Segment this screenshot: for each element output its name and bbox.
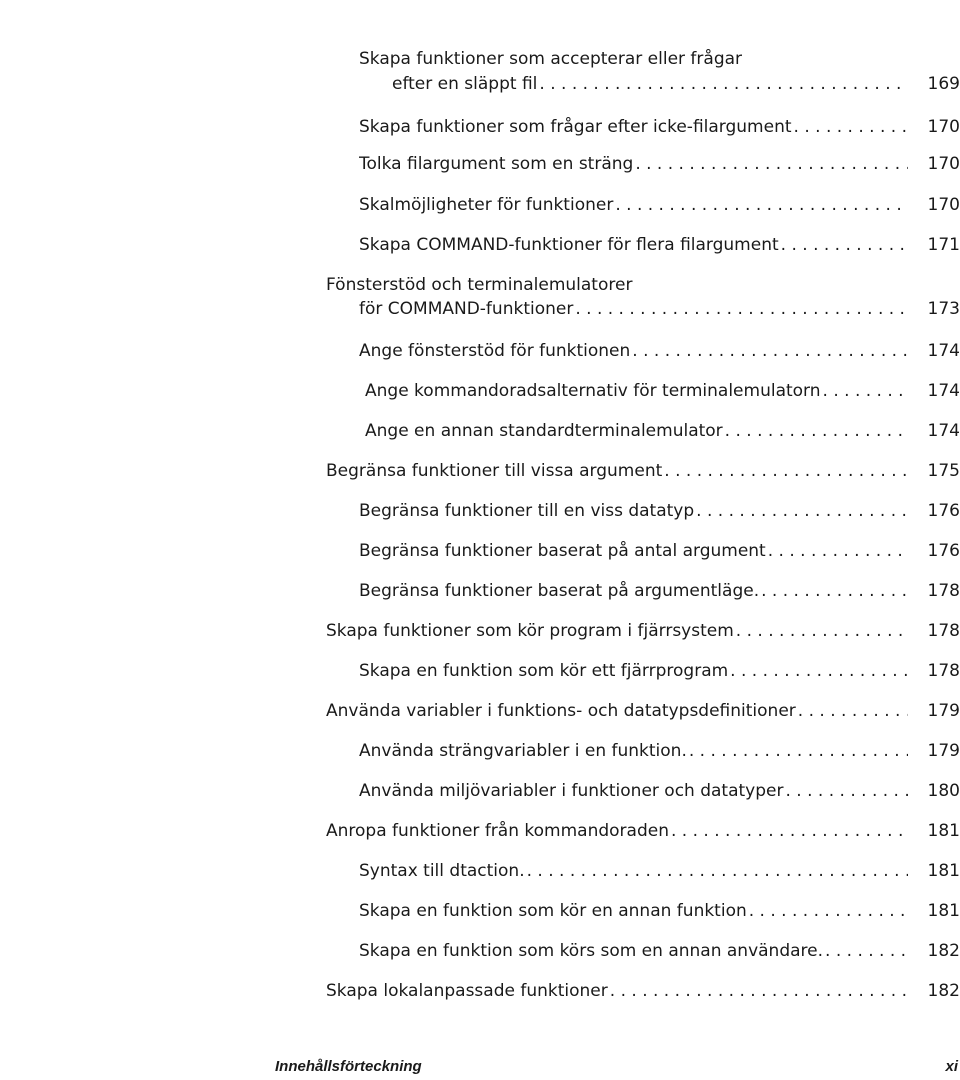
dot-leader	[730, 659, 908, 683]
dot-leader	[736, 619, 908, 643]
toc-page-number: 182	[927, 941, 960, 961]
toc-entry-title: Ange kommandoradsalternativ för terminalemulatorn	[365, 381, 821, 401]
toc-page-number: 171	[927, 235, 960, 255]
dot-leader	[761, 579, 908, 603]
toc-entry-title-line1: Skapa funktioner som accepterar eller frågar	[359, 49, 743, 69]
dot-leader	[696, 499, 908, 523]
dot-leader	[527, 859, 908, 883]
toc-entry-title-line1: Fönsterstöd och terminalemulatorer	[326, 275, 633, 295]
toc-page-number: 182	[927, 981, 960, 1001]
toc-entry-title: Skapa en funktion som körs som en annan användare.	[359, 941, 824, 961]
toc-page-number: 175	[927, 461, 960, 481]
toc-page-number: 173	[927, 299, 960, 319]
toc-entry-title: Använda miljövariabler i funktioner och datatyper	[359, 781, 784, 801]
footer-page-number: xi	[945, 1058, 958, 1075]
dot-leader	[798, 699, 908, 723]
toc-page-number: 174	[927, 421, 960, 441]
dot-leader	[664, 459, 908, 483]
toc-entry-line	[359, 539, 960, 563]
toc-page-number: 174	[927, 341, 960, 361]
toc-entry-title: Skapa lokalanpassade funktioner	[326, 981, 608, 1001]
dot-leader	[749, 899, 908, 923]
toc-entry-title: efter en släppt fil	[392, 74, 538, 94]
dot-leader	[635, 152, 908, 176]
toc-page-number: 181	[927, 861, 960, 881]
toc-entry-line	[326, 819, 960, 843]
dot-leader	[823, 379, 908, 403]
dot-leader	[785, 779, 908, 803]
toc-page-number: 170	[927, 154, 960, 174]
dot-leader	[671, 819, 908, 843]
toc-entry-title: Begränsa funktioner till en viss datatyp	[359, 501, 695, 521]
dot-leader	[632, 339, 908, 363]
toc-page-number: 176	[927, 501, 960, 521]
toc-entry-line	[359, 152, 960, 176]
toc-entry-title: Skapa en funktion som kör ett fjärrprogram	[359, 661, 729, 681]
dot-leader	[825, 939, 908, 963]
toc-page-number: 178	[927, 621, 960, 641]
toc-entry-line	[365, 419, 960, 443]
toc-page-number: 180	[927, 781, 960, 801]
toc-entry-line	[326, 619, 960, 643]
toc-entry-title: Skapa funktioner som kör program i fjärrsystem	[326, 621, 734, 641]
toc-entry-line	[359, 297, 960, 321]
toc-page-number: 178	[927, 581, 960, 601]
toc-entry-line	[326, 699, 960, 723]
toc-page-number: 176	[927, 541, 960, 561]
toc-entry-title: Använda variabler i funktions- och datatypsdefinitioner	[326, 701, 796, 721]
dot-leader	[768, 539, 908, 563]
dot-leader	[689, 739, 908, 763]
toc-page-number: 178	[927, 661, 960, 681]
footer-title: Innehållsförteckning	[275, 1058, 422, 1075]
toc-page-number: 181	[927, 821, 960, 841]
toc-page-number: 169	[927, 74, 960, 94]
toc-page-number: 174	[927, 381, 960, 401]
toc-entry-line	[359, 779, 960, 803]
toc-entry-line	[359, 115, 960, 139]
toc-entry-title: Ange en annan standardterminalemulator	[365, 421, 723, 441]
toc-entry-title: Skalmöjligheter för funktioner	[359, 195, 614, 215]
toc-entry-line	[392, 72, 960, 96]
toc-page-number: 181	[927, 901, 960, 921]
toc-entry-title: Använda strängvariabler i en funktion.	[359, 741, 687, 761]
toc-entry-title: Tolka filargument som en sträng	[359, 154, 634, 174]
toc-entry-line	[359, 859, 960, 883]
toc-entry-line	[365, 379, 960, 403]
toc-entry-line	[359, 899, 960, 923]
toc-entry-line	[359, 939, 960, 963]
toc-entry-line	[359, 339, 960, 363]
toc-entry-title: Skapa funktioner som frågar efter icke-filargument	[359, 117, 792, 137]
dot-leader	[610, 979, 908, 1003]
dot-leader	[539, 72, 908, 96]
toc-entry-title: för COMMAND-funktioner	[359, 299, 574, 319]
toc-page-number: 179	[927, 701, 960, 721]
toc-entry-title: Skapa COMMAND-funktioner för flera filargument	[359, 235, 779, 255]
toc-entry-line	[326, 459, 960, 483]
dot-leader	[615, 193, 908, 217]
toc-entry-line	[359, 739, 960, 763]
toc-entry-title: Begränsa funktioner baserat på argumentläge.	[359, 581, 760, 601]
toc-entry-title: Anropa funktioner från kommandoraden	[326, 821, 669, 841]
toc-page-number: 170	[927, 195, 960, 215]
toc-entry-title: Begränsa funktioner baserat på antal argument	[359, 541, 766, 561]
dot-leader	[794, 115, 908, 139]
dot-leader	[725, 419, 908, 443]
toc-page-number: 179	[927, 741, 960, 761]
toc-entry-title: Skapa en funktion som kör en annan funktion	[359, 901, 747, 921]
toc-entry-title: Begränsa funktioner till vissa argument	[326, 461, 663, 481]
toc-entry-line	[359, 499, 960, 523]
toc-entry-line	[359, 659, 960, 683]
toc-page-number: 170	[927, 117, 960, 137]
toc-entry-line	[326, 979, 960, 1003]
toc-entry-line	[359, 193, 960, 217]
toc-entry-title: Syntax till dtaction.	[359, 861, 525, 881]
toc-entry-title: Ange fönsterstöd för funktionen	[359, 341, 631, 361]
toc-entry-line	[359, 579, 960, 603]
toc-entry-line	[359, 233, 960, 257]
dot-leader	[575, 297, 908, 321]
dot-leader	[781, 233, 908, 257]
